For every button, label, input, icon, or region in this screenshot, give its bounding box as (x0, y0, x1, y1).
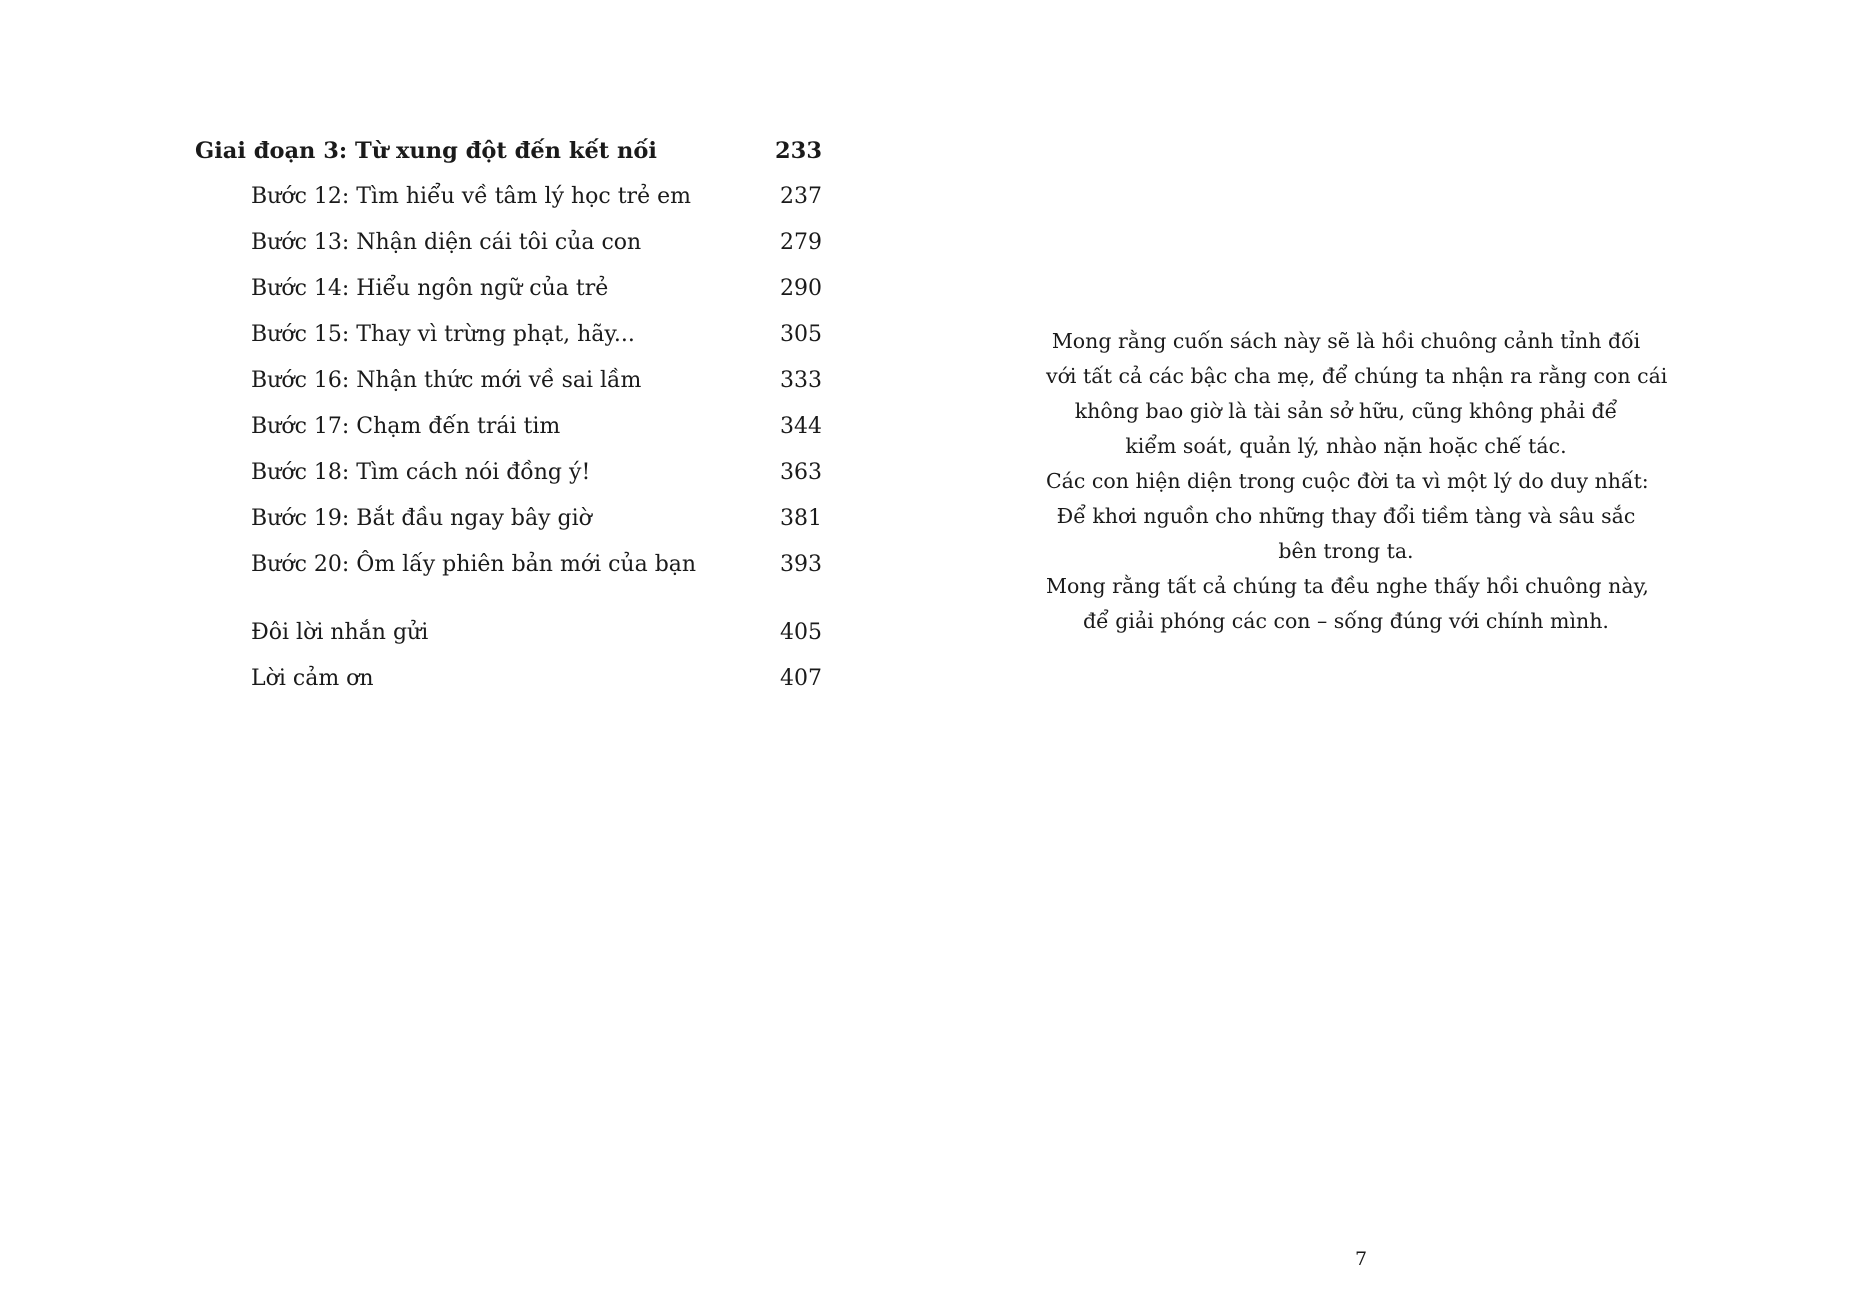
toc-step-row[interactable] (195, 496, 822, 542)
dedication-line: với tất cả các bậc cha mẹ, để chúng ta nhận ra rằng con cái (1046, 364, 1668, 388)
toc-step-page: 237 (780, 184, 822, 209)
dedication-line: Mong rằng cuốn sách này sẽ là hồi chuông cảnh tỉnh đối (1051, 329, 1641, 353)
dedication-line: Để khơi nguồn cho những thay đổi tiềm tàng và sâu sắc (1056, 504, 1636, 528)
dedication-line: bên trong ta. (1278, 539, 1414, 563)
dedication-line: để giải phóng các con – sống đúng với chính mình. (1083, 609, 1609, 633)
toc-step-title: Bước 19: Bắt đầu ngay bây giờ (251, 506, 592, 531)
toc-step-row[interactable] (195, 542, 822, 588)
toc-extra-row[interactable] (195, 610, 822, 656)
toc-step-page: 381 (780, 506, 822, 531)
toc-step-title: Bước 13: Nhận diện cái tôi của con (251, 230, 642, 255)
toc-step-title: Bước 18: Tìm cách nói đồng ý! (251, 460, 591, 485)
toc-extra-page: 407 (780, 666, 822, 691)
toc-step-row[interactable] (195, 312, 822, 358)
dedication-text (1046, 324, 1668, 639)
dedication-line: Mong rằng tất cả chúng ta đều nghe thấy hồi chuông này, (1046, 574, 1649, 598)
toc-step-page: 393 (780, 552, 822, 577)
toc-step-row[interactable] (195, 220, 822, 266)
dedication-line: không bao giờ là tài sản sở hữu, cũng không phải để (1074, 399, 1618, 423)
toc-step-page: 333 (780, 368, 822, 393)
page-number: 7 (1354, 1248, 1368, 1270)
toc-step-page: 344 (780, 414, 822, 439)
toc-step-row[interactable] (195, 174, 822, 220)
toc-extra-title: Đôi lời nhắn gửi (251, 620, 429, 645)
toc-step-title: Bước 20: Ôm lấy phiên bản mới của bạn (251, 552, 697, 577)
toc-step-row[interactable] (195, 450, 822, 496)
toc-step-row[interactable] (195, 266, 822, 312)
toc-step-title: Bước 17: Chạm đến trái tim (251, 414, 561, 439)
toc-step-title: Bước 12: Tìm hiểu về tâm lý học trẻ em (251, 184, 691, 209)
toc-step-title: Bước 14: Hiểu ngôn ngữ của trẻ (251, 276, 609, 301)
toc-extra-page: 405 (780, 620, 822, 645)
toc-step-title: Bước 16: Nhận thức mới về sai lầm (251, 368, 642, 393)
toc-step-row[interactable] (195, 358, 822, 404)
table-of-contents (195, 128, 822, 702)
toc-section-row[interactable] (195, 128, 822, 174)
toc-extra-row[interactable] (195, 656, 822, 702)
right-page (928, 0, 1857, 1311)
left-page (0, 0, 928, 1311)
toc-step-page: 279 (780, 230, 822, 255)
toc-section-title: Giai đoạn 3: Từ xung đột đến kết nối (195, 138, 657, 164)
toc-step-page: 363 (780, 460, 822, 485)
dedication-line: Các con hiện diện trong cuộc đời ta vì một lý do duy nhất: (1046, 469, 1649, 493)
toc-section-page: 233 (775, 138, 822, 164)
toc-step-row[interactable] (195, 404, 822, 450)
toc-step-page: 290 (780, 276, 822, 301)
toc-spacer (195, 588, 822, 610)
toc-extra-title: Lời cảm ơn (251, 666, 374, 691)
toc-step-page: 305 (780, 322, 822, 347)
toc-step-title: Bước 15: Thay vì trừng phạt, hãy... (251, 322, 635, 347)
dedication-line: kiểm soát, quản lý, nhào nặn hoặc chế tác. (1125, 434, 1567, 458)
